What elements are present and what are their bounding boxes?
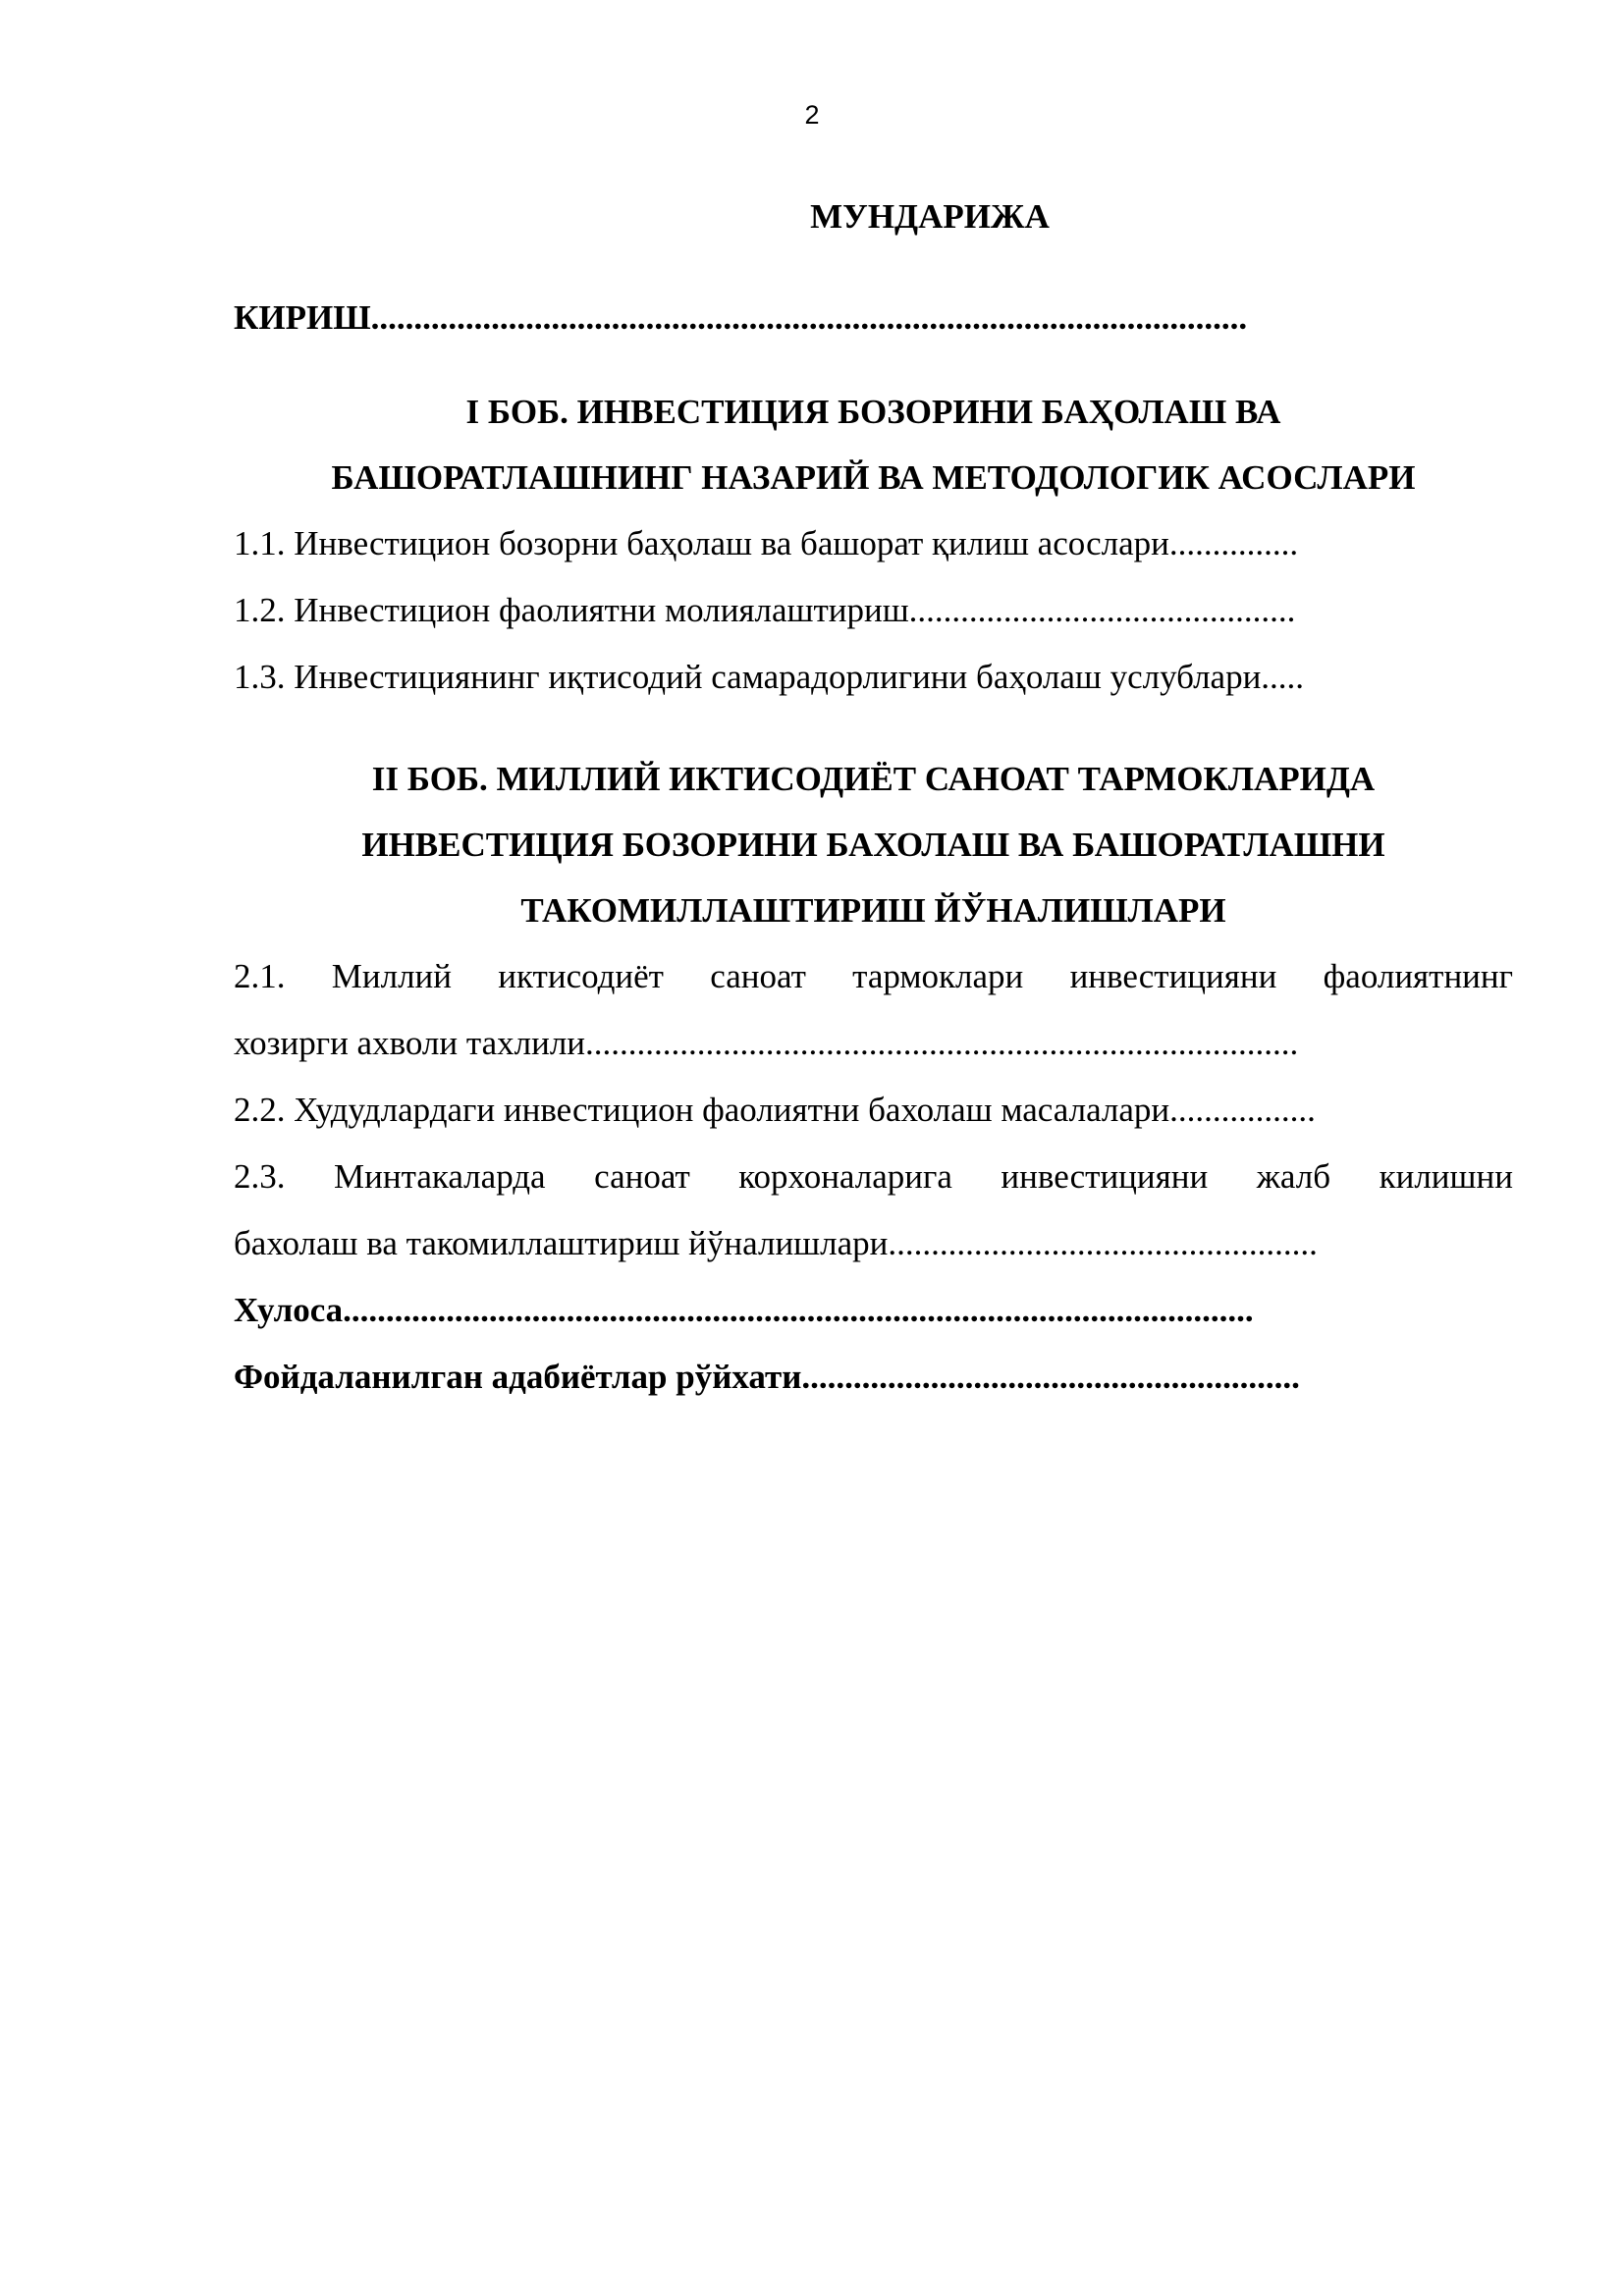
word: саноат xyxy=(594,1157,690,1196)
word: 2.3. xyxy=(234,1157,286,1196)
word: килишни xyxy=(1379,1157,1513,1196)
word: Минтакаларда xyxy=(334,1157,546,1196)
chapter-2-heading-line-1: II БОБ. МИЛЛИЙ ИКТИСОДИЁТ САНОАТ ТАРМОКЛАРИДА xyxy=(371,760,1376,798)
word: Миллий xyxy=(331,957,453,995)
word: жалб xyxy=(1256,1157,1331,1196)
toc-entry-2-1-line-1 xyxy=(234,943,1513,1010)
toc-entry-1-3: 1.3. Инвестициянинг иқтисодий самарадорлигини баҳолаш услублари..... xyxy=(234,658,1305,696)
table-of-contents xyxy=(234,192,1513,1411)
toc-entry-intro: КИРИШ...................................................................................................... xyxy=(234,298,1248,337)
chapter-1-heading-line-2: БАШОРАТЛАШНИНГ НАЗАРИЙ ВА МЕТОДОЛОГИК АСОСЛАРИ xyxy=(331,458,1416,497)
word: тармоклари xyxy=(852,957,1024,995)
chapter-2-heading-line-2: ИНВЕСТИЦИЯ БОЗОРИНИ БАХОЛАШ ВА БАШОРАТЛАШНИ xyxy=(361,826,1385,864)
word: саноат xyxy=(710,957,806,995)
chapter-2-heading-line-3: ТАКОМИЛЛАШТИРИШ ЙЎНАЛИШЛАРИ xyxy=(520,891,1226,930)
toc-entry-2-2: 2.2. Худудлардаги инвестицион фаолиятни бахолаш масалалари................. xyxy=(234,1091,1316,1129)
toc-entry-2-3-line-1 xyxy=(234,1144,1513,1210)
chapter-1-heading-line-1: I БОБ. ИНВЕСТИЦИЯ БОЗОРИНИ БАҲОЛАШ ВА xyxy=(465,393,1281,431)
word: корхоналарига xyxy=(738,1157,952,1196)
toc-entry-1-1: 1.1. Инвестицион бозорни баҳолаш ва башорат қилиш асослари............... xyxy=(234,524,1299,562)
word: инвестицияни xyxy=(1001,1157,1209,1196)
chapter-2 xyxy=(234,746,1513,1277)
word: инвестицияни xyxy=(1069,957,1277,995)
word: фаолиятнинг xyxy=(1323,957,1513,995)
toc-entry-2-1-line-2: хозирги ахволи тахлили................................................................................... xyxy=(234,1024,1299,1062)
toc-entry-references: Фойдаланилган адабиётлар рўйхати.......................................................... xyxy=(234,1358,1300,1396)
word: иктисодиёт xyxy=(498,957,664,995)
word: 2.1. xyxy=(234,957,286,995)
toc-entry-conclusion: Хулоса.......................................................................................................... xyxy=(234,1291,1254,1329)
toc-entry-2-3-line-2: бахолаш ва такомиллаштириш йўналишлари.................................................. xyxy=(234,1224,1318,1262)
toc-title: МУНДАРИЖА xyxy=(810,197,1050,236)
page-number: 2 xyxy=(804,100,820,130)
chapter-1 xyxy=(234,379,1513,711)
toc-entry-1-2: 1.2. Инвестицион фаолиятни молиялаштириш............................................. xyxy=(234,591,1296,629)
